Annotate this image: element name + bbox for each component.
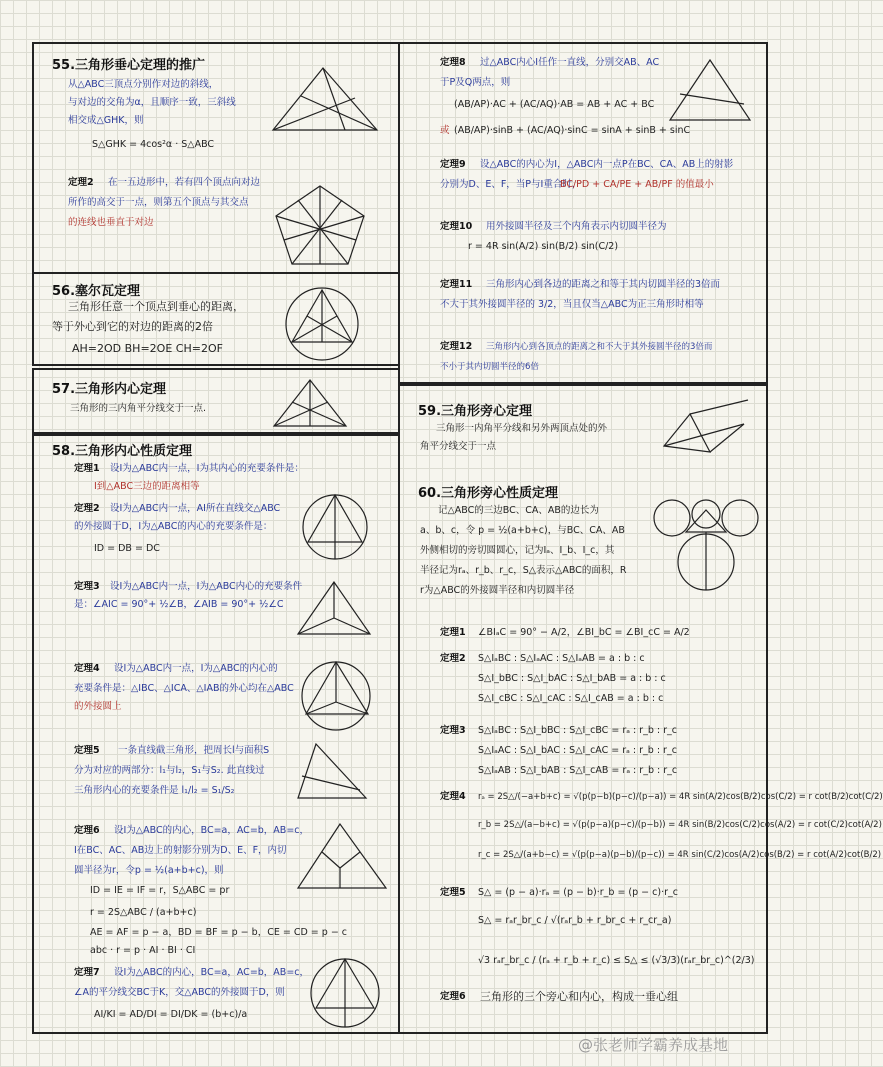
s57-line1: 三角形的三内角平分线交于一点. xyxy=(70,403,207,414)
s58-t6-b: I在BC、AC、AB边上的射影分别为D、E、F，内切 xyxy=(74,845,287,856)
s60-line2: a、b、c，令 p = ½(a+b+c)，与BC、CA、AB xyxy=(420,525,625,536)
r-t11-b: 不大于其外接圆半径的 3/2，当且仅当△ABC为正三角形时相等 xyxy=(440,299,704,310)
section-55-title: 55.三角形垂心定理的推广 xyxy=(52,58,206,73)
s55-triangle-diagram xyxy=(265,62,385,142)
s58-t6-c: 圆半径为r，令p = ½(a+b+c)，则 xyxy=(74,865,224,876)
s58-t6-a: 设I为△ABC的内心，BC=a，AC=b，AB=c， xyxy=(114,825,310,836)
s58-t3-label: 定理3 xyxy=(74,581,100,592)
s60-t2-b: S△I_bBC : S△I_bAC : S△I_bAB = a : b : c xyxy=(478,673,666,684)
s60-line1: 记△ABC的三边BC、CA、AB的边长为 xyxy=(438,505,599,516)
s59-diagram xyxy=(656,396,756,460)
s60-t5-c: √3 rₐr_br_c / (rₐ + r_b + r_c) ≤ S△ ≤ (√3/3)(rₐr_br_c)^(2/3) xyxy=(478,955,755,966)
r-t8-c: (AB/AP)·AC + (AC/AQ)·AB = AB + AC + BC xyxy=(454,99,655,110)
s60-t1-label: 定理1 xyxy=(440,627,466,638)
s58-t2-label: 定理2 xyxy=(74,503,100,514)
s60-t3-c: S△IₐAB : S△I_bAB : S△I_cAB = rₐ : r_b : r_c xyxy=(478,765,678,776)
r-t9-a: 设△ABC的内心为I，△ABC内一点P在BC、CA、AB上的射影 xyxy=(480,159,734,170)
s60-line3: 外侧相切的旁切圆圆心，记为Iₐ、I_b、I_c，其 xyxy=(420,545,615,556)
s58-t3-a: 设I为△ABC内一点，I为△ABC内心的充要条件 xyxy=(110,581,303,592)
s58-t7-diagram xyxy=(308,956,382,1030)
r-t9-b: 分别为D、E、F，当P与I重合时， xyxy=(440,179,582,190)
s60-t4-c: r_c = 2S△/(a+b−c) = √(p(p−a)(p−b)/(p−c)) = 4R sin(C/2)cos(A/2)cos(B/2) = r cot(A/2)cot(B/2) xyxy=(478,850,882,860)
s58-t4-b: 充要条件是：△IBC、△ICA、△IAB的外心均在△ABC xyxy=(74,683,294,694)
s60-t4-label: 定理4 xyxy=(440,791,466,802)
s55-theorem2-l3: 的连线也垂直于对边 xyxy=(68,217,154,228)
s60-t4-b: r_b = 2S△/(a−b+c) = √(p(p−a)(p−c)/(p−b)) = 4R sin(B/2)cos(C/2)cos(A/2) = r cot(C/2)cot(A/2) xyxy=(478,820,882,830)
s58-t5-diagram xyxy=(294,740,370,802)
s58-t2-a: 设I为△ABC内一点，AI所在直线交△ABC xyxy=(110,503,281,514)
s58-t1-a: 设I为△ABC内一点，I为其内心的充要条件是： xyxy=(110,463,304,474)
s60-t3-label: 定理3 xyxy=(440,725,466,736)
s58-t3-b: 是：∠AIC = 90°+ ½∠B，∠AIB = 90°+ ½∠C xyxy=(74,599,284,610)
watermark: @张老师学霸养成基地 xyxy=(578,1036,729,1054)
s59-line2: 角平分线交于一点 xyxy=(420,441,497,452)
s55-line3: 相交成△GHK，则 xyxy=(68,115,144,126)
s58-t7-c: AI/KI = AD/DI = DI/DK = (b+c)/a xyxy=(94,1009,248,1020)
s60-t1-a: ∠BIₐC = 90° − A/2，∠BI_bC = ∠BI_cC = A/2 xyxy=(478,627,690,638)
r-t10-label: 定理10 xyxy=(440,221,473,232)
s58-t4-diagram xyxy=(298,658,374,734)
r-t10-a: 用外接圆半径及三个内角表示内切圆半径为 xyxy=(486,221,667,232)
s55-pentagon-diagram xyxy=(270,180,370,270)
section-58-title: 58.三角形内心性质定理 xyxy=(52,444,193,459)
section-56-title: 56.塞尔瓦定理 xyxy=(52,284,141,299)
s60-t6-a: 三角形的三个旁心和内心，构成一垂心组 xyxy=(480,990,678,1003)
s59-line1: 三角形一内角平分线和另外两顶点处的外 xyxy=(436,423,608,434)
s58-t2-b: 的外接圆于D，I为△ABC的内心的充要条件是： xyxy=(74,521,273,532)
s58-t4-a: 设I为△ABC内一点，I为△ABC的内心的 xyxy=(114,663,278,674)
r-t11-label: 定理11 xyxy=(440,279,473,290)
s60-t2-c: S△I_cBC : S△I_cAC : S△I_cAB = a : b : c xyxy=(478,693,664,704)
s55-formula: S△GHK = 4cos²α · S△ABC xyxy=(92,139,215,150)
s60-line5: r为△ABC的外接圆半径和内切圆半径 xyxy=(420,585,575,596)
s58-t6-diagram xyxy=(294,820,390,894)
s60-t4-a: rₐ = 2S△/(−a+b+c) = √(p(p−b)(p−c)/(p−a)) = 4R sin(A/2)cos(B/2)cos(C/2) = r cot(B/2)cot(C/2) xyxy=(478,792,883,802)
s56-line3: AH=2OD BH=2OE CH=2OF xyxy=(72,342,223,355)
s60-t5-b: S△ = rₐr_br_c / √(rₐr_b + r_br_c + r_cr_a) xyxy=(478,915,672,926)
s56-circle-diagram xyxy=(282,284,362,364)
s58-t6-label: 定理6 xyxy=(74,825,100,836)
r-t12-label: 定理12 xyxy=(440,341,473,352)
s58-t5-b: 分为对应的两部分：l₁与l₂，S₁与S₂. 此直线过 xyxy=(74,765,265,776)
s60-t3-b: S△IₐAC : S△I_bAC : S△I_cAC = rₐ : r_b : r_c xyxy=(478,745,677,756)
s55-theorem2-l2: 所作的高交于一点，则第五个顶点与其交点 xyxy=(68,197,249,208)
s57-triangle-diagram xyxy=(270,376,350,430)
r-t10-b: r = 4R sin(A/2) sin(B/2) sin(C/2) xyxy=(468,241,619,252)
s60-t3-a: S△IₐBC : S△I_bBC : S△I_cBC = rₐ : r_b : r_c xyxy=(478,725,677,736)
s58-t2-diagram xyxy=(300,492,370,562)
s58-t4-c: 的外接圆上 xyxy=(74,701,122,712)
s58-t1-label: 定理1 xyxy=(74,463,100,474)
s56-line2: 等于外心到它的对边的距离的2倍 xyxy=(52,320,213,333)
s60-t2-a: S△IₐBC : S△IₐAC : S△IₐAB = a : b : c xyxy=(478,653,645,664)
r-t8-e: (AB/AP)·sinB + (AC/AQ)·sinC = sinA + sinB + sinC xyxy=(454,125,691,136)
s58-t5-a: 一条直线截三角形，把周长l与面积S xyxy=(118,745,270,756)
s60-t6-label: 定理6 xyxy=(440,991,466,1002)
r-t8-label: 定理8 xyxy=(440,57,466,68)
s55-theorem2-label: 定理2 xyxy=(68,177,94,188)
s60-line4: 半径记为rₐ、r_b、r_c，S△表示△ABC的面积，R xyxy=(420,565,627,576)
r-t8-d: 或 xyxy=(440,125,450,136)
r-t8-diagram xyxy=(664,56,756,126)
s55-theorem2-l1: 在一五边形中，若有四个顶点向对边 xyxy=(108,177,261,188)
s56-line1: 三角形任意一个顶点到垂心的距离， xyxy=(68,300,244,313)
s58-t5-c: 三角形内心的充要条件是 l₁/l₂ = S₁/S₂ xyxy=(74,785,235,796)
s55-line2: 与对边的交角为α，且顺序一致，三斜线 xyxy=(68,97,236,108)
r-t9-label: 定理9 xyxy=(440,159,466,170)
s58-t7-label: 定理7 xyxy=(74,967,100,978)
s58-t4-label: 定理4 xyxy=(74,663,100,674)
s58-t3-diagram xyxy=(294,578,374,638)
s58-t6-f: AE = AF = p − a，BD = BF = p − b，CE = CD = p − c xyxy=(90,927,348,938)
section-59-title: 59.三角形旁心定理 xyxy=(418,404,533,419)
r-t9-c: BC/PD + CA/PE + AB/PF 的值最小 xyxy=(560,179,714,190)
r-t12-a: 三角形内心到各顶点的距离之和不大于其外接圆半径的3倍而 xyxy=(486,342,713,352)
r-t8-a: 过△ABC内心I任作一直线，分别交AB、AC xyxy=(480,57,660,68)
s58-t5-label: 定理5 xyxy=(74,745,100,756)
r-t12-b: 不小于其内切圆半径的6倍 xyxy=(440,362,539,372)
r-t11-a: 三角形内心到各边的距离之和等于其内切圆半径的3倍而 xyxy=(486,279,721,290)
s60-t5-a: S△ = (p − a)·rₐ = (p − b)·r_b = (p − c)·r_c xyxy=(478,887,678,898)
section-60-title: 60.三角形旁心性质定理 xyxy=(418,486,559,501)
section-57-title: 57.三角形内心定理 xyxy=(52,382,167,397)
s55-line1: 从△ABC三顶点分别作对边的斜线， xyxy=(68,79,219,90)
s58-t7-b: ∠A的平分线交BC于K，交△ABC的外接圆于D，则 xyxy=(74,987,285,998)
s58-t2-c: ID = DB = DC xyxy=(94,543,160,554)
s58-t1-b: I到△ABC三边的距离相等 xyxy=(94,481,200,492)
s58-t7-a: 设I为△ABC的内心，BC=a，AC=b，AB=c， xyxy=(114,967,310,978)
s60-t5-label: 定理5 xyxy=(440,887,466,898)
s58-t6-g: abc · r = p · AI · BI · CI xyxy=(90,945,196,956)
r-t8-b: 于P及Q两点，则 xyxy=(440,77,511,88)
s60-excircle-diagram xyxy=(648,492,764,604)
s58-t6-d: ID = IE = IF = r，S△ABC = pr xyxy=(90,885,230,896)
s58-t6-e: r = 2S△ABC / (a+b+c) xyxy=(90,907,197,918)
s60-t2-label: 定理2 xyxy=(440,653,466,664)
